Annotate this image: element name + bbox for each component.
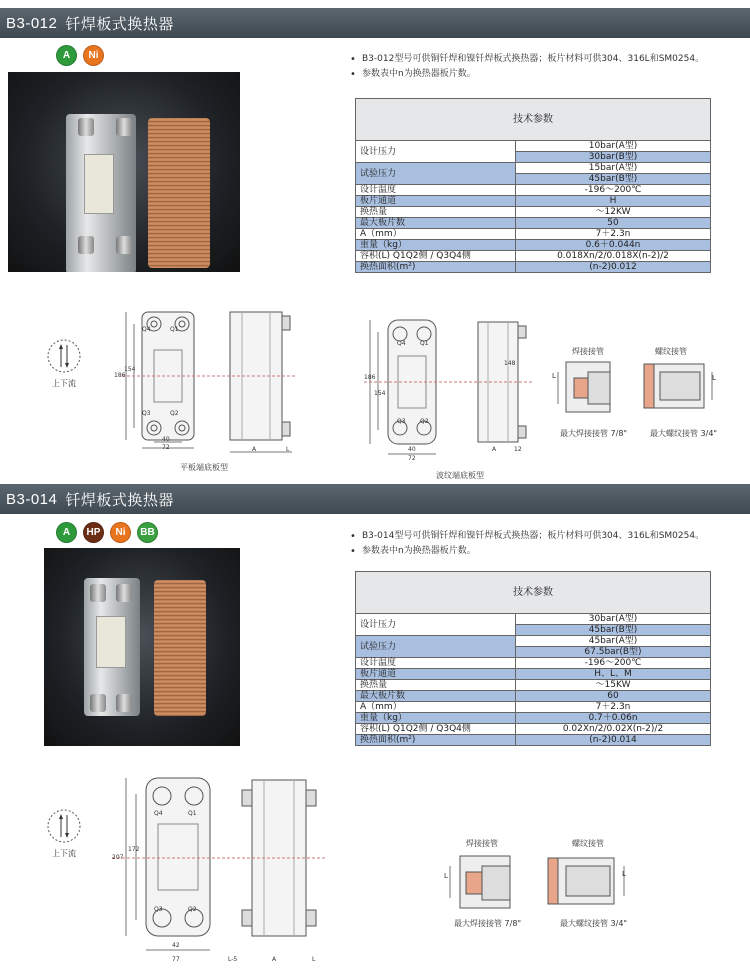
row-value: 7＋2.3n (516, 702, 711, 713)
row-value: 50 (516, 218, 711, 229)
material-badges (56, 45, 104, 66)
spec-table (355, 98, 711, 273)
dim-outer-height: 186 (364, 374, 376, 381)
connector-title: 螺纹接管 (572, 839, 604, 848)
material-badges (56, 522, 158, 543)
product-photo (44, 548, 240, 746)
row-label: A（mm） (356, 229, 516, 240)
note-item: • 参数表中n为换热器板片数。 (350, 67, 745, 82)
dim-length: L (312, 956, 316, 963)
port-label: Q4 (142, 326, 151, 333)
connector-title: 焊接接管 (572, 347, 604, 356)
dim-depth: A (492, 446, 497, 453)
row-value: ～15KW (516, 680, 711, 691)
port-icon (116, 118, 132, 136)
port-label: Q1 (420, 340, 429, 347)
row-value: 7＋2.3n (516, 229, 711, 240)
dim-outer-width: 72 (408, 455, 416, 462)
port-label: Q3 (397, 418, 406, 425)
row-value: 45bar(B型) (516, 174, 711, 185)
row-value: 45bar(A型) (516, 636, 711, 647)
connector-caption: 最大螺纹接管 3/4" (560, 919, 628, 928)
section-header-b3-012 (0, 8, 750, 38)
row-value: H (516, 196, 711, 207)
row-label: 板片通道 (356, 669, 516, 680)
port-icon (78, 118, 94, 136)
dim-outer-width: 72 (162, 444, 170, 451)
row-label: 设计压力 (356, 614, 516, 636)
dim-inner-width: 40 (408, 446, 416, 453)
flow-direction-icon (44, 336, 84, 376)
row-value: 10bar(A型) (516, 141, 711, 152)
row-label: 容积(L) Q1Q2侧 / Q3Q4侧 (356, 724, 516, 735)
row-label: 设计压力 (356, 141, 516, 163)
row-value: 0.018Xn/2/0.018X(n-2)/2 (516, 251, 711, 262)
port-label: Q4 (397, 340, 406, 347)
badge-a: A (56, 522, 77, 543)
port-label: Q2 (188, 906, 197, 913)
dim-side-width: 12 (514, 446, 522, 453)
front-plate-drawing (112, 772, 332, 962)
row-label: 试验压力 (356, 163, 516, 185)
row-value: 30bar(A型) (516, 614, 711, 625)
product-notes (350, 529, 745, 559)
dim-l: L (444, 872, 448, 880)
badge-ni: Ni (110, 522, 131, 543)
port-label: Q4 (154, 810, 163, 817)
threaded-connector-drawing (640, 358, 720, 418)
row-value: ～12KW (516, 207, 711, 218)
row-label: 最大板片数 (356, 691, 516, 702)
dim-l: L (712, 374, 716, 382)
welded-connector-drawing (444, 852, 524, 912)
row-value: 0.02Xn/2/0.02X(n-2)/2 (516, 724, 711, 735)
row-label: 板片通道 (356, 196, 516, 207)
port-icon (116, 236, 132, 254)
port-label: Q3 (142, 410, 151, 417)
connector-caption: 最大焊接接管 7/8" (560, 429, 628, 438)
row-label: 试验压力 (356, 636, 516, 658)
dim-length: L (286, 446, 290, 453)
port-label: Q3 (154, 906, 163, 913)
row-value: 15bar(A型) (516, 163, 711, 174)
flow-label: 上下流 (52, 849, 76, 858)
row-value: 45bar(B型) (516, 625, 711, 636)
dim-l: L (552, 372, 556, 380)
row-label: 设计温度 (356, 185, 516, 196)
dim-inner-height: 172 (128, 846, 140, 853)
dim-depth: A (252, 446, 257, 453)
connector-title: 螺纹接管 (655, 347, 687, 356)
badge-a: A (56, 45, 77, 66)
spec-table (355, 571, 711, 746)
row-value: 0.6＋0.044n (516, 240, 711, 251)
row-label: 最大板片数 (356, 218, 516, 229)
drawing-caption: 平板端底板型 (180, 463, 228, 472)
nameplate (84, 154, 114, 214)
dim-inner-height: 154 (124, 366, 136, 373)
port-icon (90, 694, 106, 712)
section-header-b3-014 (0, 484, 750, 514)
drawing-caption: 波纹端底板型 (436, 471, 484, 480)
dim-inner-height: 154 (374, 390, 386, 397)
row-label: 换热面积(m²) (356, 735, 516, 746)
note-item: • 参数表中n为换热器板片数。 (350, 544, 745, 559)
connector-caption: 最大螺纹接管 3/4" (650, 429, 718, 438)
nameplate (96, 616, 126, 668)
wave-plate-drawing (364, 312, 534, 462)
dim-side-height: 148 (504, 360, 516, 367)
welded-connector-drawing (552, 358, 622, 418)
table-title: 技术参数 (356, 572, 711, 614)
row-label: 设计温度 (356, 658, 516, 669)
dim-outer-height: 186 (114, 372, 126, 379)
threaded-connector-drawing (544, 852, 634, 912)
row-label: 换热量 (356, 207, 516, 218)
row-label: 换热面积(m²) (356, 262, 516, 273)
dim-outer-width: 77 (172, 956, 180, 963)
badge-hp: HP (83, 522, 104, 543)
row-value: -196～200℃ (516, 658, 711, 669)
row-value: -196～200℃ (516, 185, 711, 196)
row-value: 0.7＋0.06n (516, 713, 711, 724)
row-value: 60 (516, 691, 711, 702)
row-label: 重量（kg） (356, 240, 516, 251)
port-label: Q2 (420, 418, 429, 425)
section-title: 钎焊板式换热器 (65, 14, 174, 33)
badge-ni: Ni (83, 45, 104, 66)
dim-inner-width: 42 (172, 942, 180, 949)
flow-direction-icon (44, 806, 84, 846)
port-icon (90, 584, 106, 602)
heat-exchanger-side (154, 580, 206, 716)
row-label: A（mm） (356, 702, 516, 713)
product-notes (350, 52, 745, 82)
row-value: (n-2)0.012 (516, 262, 711, 273)
section-title: 钎焊板式换热器 (65, 490, 174, 509)
row-value: 67.5bar(B型) (516, 647, 711, 658)
badge-bb: BB (137, 522, 158, 543)
row-value: (n-2)0.014 (516, 735, 711, 746)
port-label: Q1 (170, 326, 179, 333)
port-label: Q2 (170, 410, 179, 417)
dim-side-length: L-5 (228, 956, 238, 963)
flow-label: 上下流 (52, 379, 76, 388)
table-title: 技术参数 (356, 99, 711, 141)
model-number: B3-012 (6, 14, 58, 32)
connector-title: 焊接接管 (466, 839, 498, 848)
row-label: 换热量 (356, 680, 516, 691)
dim-outer-height: 207 (112, 854, 124, 861)
dim-depth: A (272, 956, 277, 963)
port-icon (116, 584, 132, 602)
model-number: B3-014 (6, 490, 58, 508)
row-label: 重量（kg） (356, 713, 516, 724)
row-value: 30bar(B型) (516, 152, 711, 163)
row-label: 容积(L) Q1Q2侧 / Q3Q4侧 (356, 251, 516, 262)
port-label: Q1 (188, 810, 197, 817)
row-value: H、L、M (516, 669, 711, 680)
port-icon (116, 694, 132, 712)
port-icon (78, 236, 94, 254)
dim-l: L (622, 870, 626, 878)
note-item: • B3-014型号可供铜钎焊和镍钎焊板式换热器；板片材料可供304、316L和SM0254。 (350, 529, 745, 544)
dim-inner-width: 40 (162, 436, 170, 443)
connector-caption: 最大焊接接管 7/8" (454, 919, 522, 928)
product-photo (8, 72, 240, 272)
note-item: • B3-012型号可供铜钎焊和镍钎焊板式换热器；板片材料可供304、316L和SM0254。 (350, 52, 745, 67)
heat-exchanger-side (148, 118, 210, 268)
